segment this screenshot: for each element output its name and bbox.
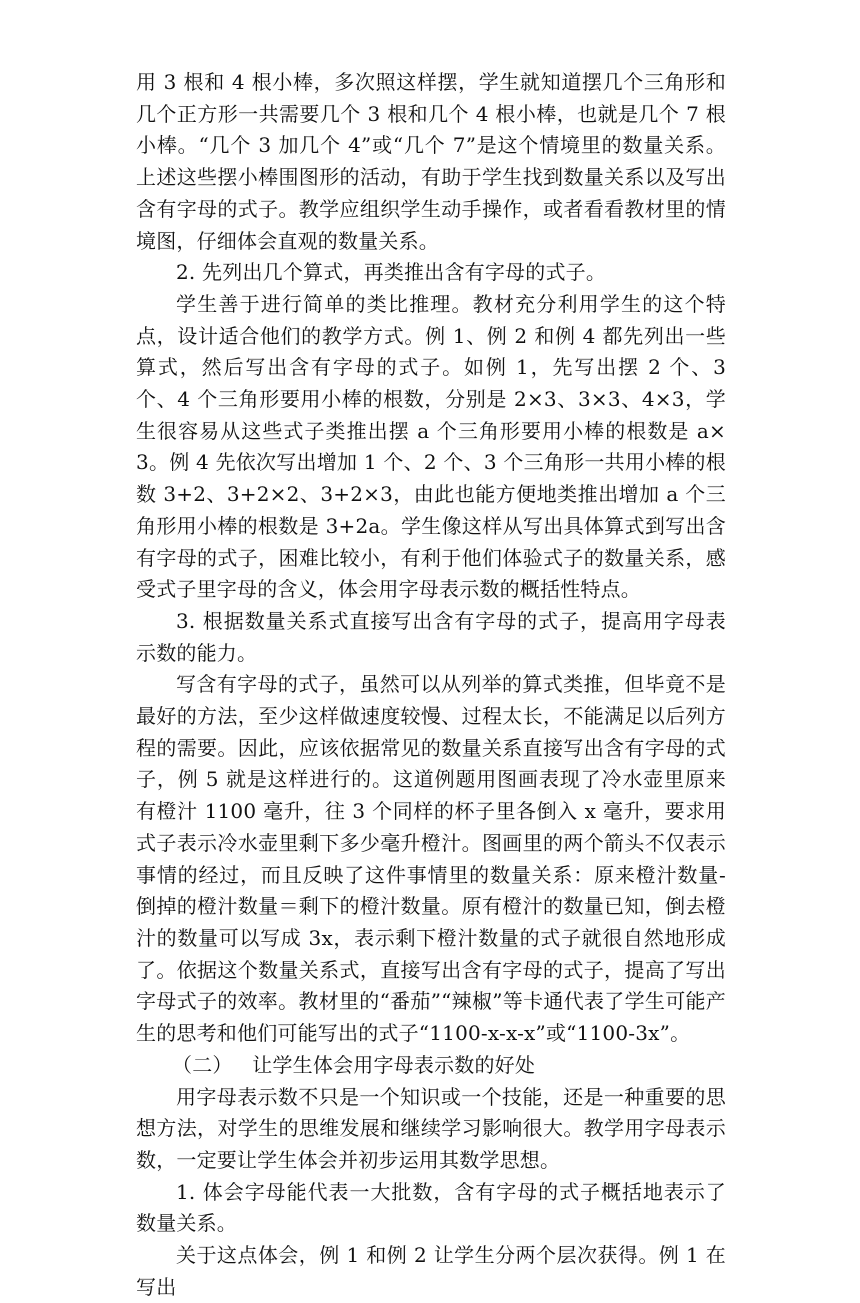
paragraph-8-heading: 1. 体会字母能代表一大批数，含有字母的式子概括地表示了数量关系。 bbox=[136, 1179, 726, 1236]
paragraph-7: 用字母表示数不只是一个知识或一个技能，还是一种重要的思想方法，对学生的思维发展和继续学习影响很大。教学用字母表示数，一定要让学生体会并初步运用其数学思想。 bbox=[136, 1084, 726, 1172]
paragraph-5: 写含有字母的式子，虽然可以从列举的算式类推，但毕竟不是最好的方法，至少这样做速度较慢、过程太长，不能满足以后列方程的需要。因此，应该依据常见的数量关系直接写出含有字母的式子，例 5 就是这样进行的。这道例题用图画表现了冷水壶里原来有橙汁 1100 毫升，往 3 个同样的杯子里各倒入 x 毫升，要求用式子表示冷水壶里剩下多少毫升橙汁。图画里的两个箭头不仅表示事情的经过，而且反映了这件事情里的数量关系：原来橙汁数量-倒掉的橙汁数量＝剩下的橙汁数量。原有橙汁的数量已知，倒去橙汁的数量可以写成 3x，表示剩下橙汁数量的式子就很自然地形成了。依据这个数量关系式，直接写出含有字母的式子，提高了写出字母式子的效率。教材里的“番茄”“辣椒”等卡通代表了学生可能产生的思考和他们可能写出的式子“1100-x-x-x”或“1100-3x”。 bbox=[136, 672, 726, 1046]
paragraph-2-heading: 2. 先列出几个算式，再类推出含有字母的式子。 bbox=[176, 260, 607, 285]
paragraph-4-heading: 3. 根据数量关系式直接写出含有字母的式子，提高用字母表示数的能力。 bbox=[136, 608, 726, 665]
paragraph-9: 关于这点体会，例 1 和例 2 让学生分两个层次获得。例 1 在写出 bbox=[136, 1243, 726, 1299]
document-body bbox=[136, 67, 726, 1303]
paragraph-1: 用 3 根和 4 根小棒，多次照这样摆，学生就知道摆几个三角形和几个正方形一共需要几个 3 根和几个 4 根小棒，也就是几个 7 根小棒。“几个 3 加几个 4”或“几个 7”是这个情境里的数量关系。上述这些摆小棒围图形的活动，有助于学生找到数量关系以及写出含有字母的式子。教学应组织学生动手操作，或者看看教材里的情境图，仔细体会直观的数量关系。 bbox=[136, 70, 726, 253]
section-heading: （二） 让学生体会用字母表示数的好处 bbox=[172, 1052, 536, 1077]
paragraph-3: 学生善于进行简单的类比推理。教材充分利用学生的这个特点，设计适合他们的教学方式。例 1、例 2 和例 4 都先列出一些算式，然后写出含有字母的式子。如例 1，先写出摆 2 个、3 个、4 个三角形要用小棒的根数，分别是 2×3、3×3、4×3，学生很容易从这些式子类推出摆 a 个三角形要用小棒的根数是 a×3。例 4 先依次写出增加 1 个、2 个、3 个三角形一共用小棒的根数 3+2、3+2×2、3+2×3，由此也能方便地类推出增加 a 个三角形用小棒的根数是 3+2a。学生像这样从写出具体算式到写出含有字母的式子，困难比较小，有利于他们体验式子的数量关系，感受式子里字母的含义，体会用字母表示数的概括性特点。 bbox=[136, 291, 726, 602]
